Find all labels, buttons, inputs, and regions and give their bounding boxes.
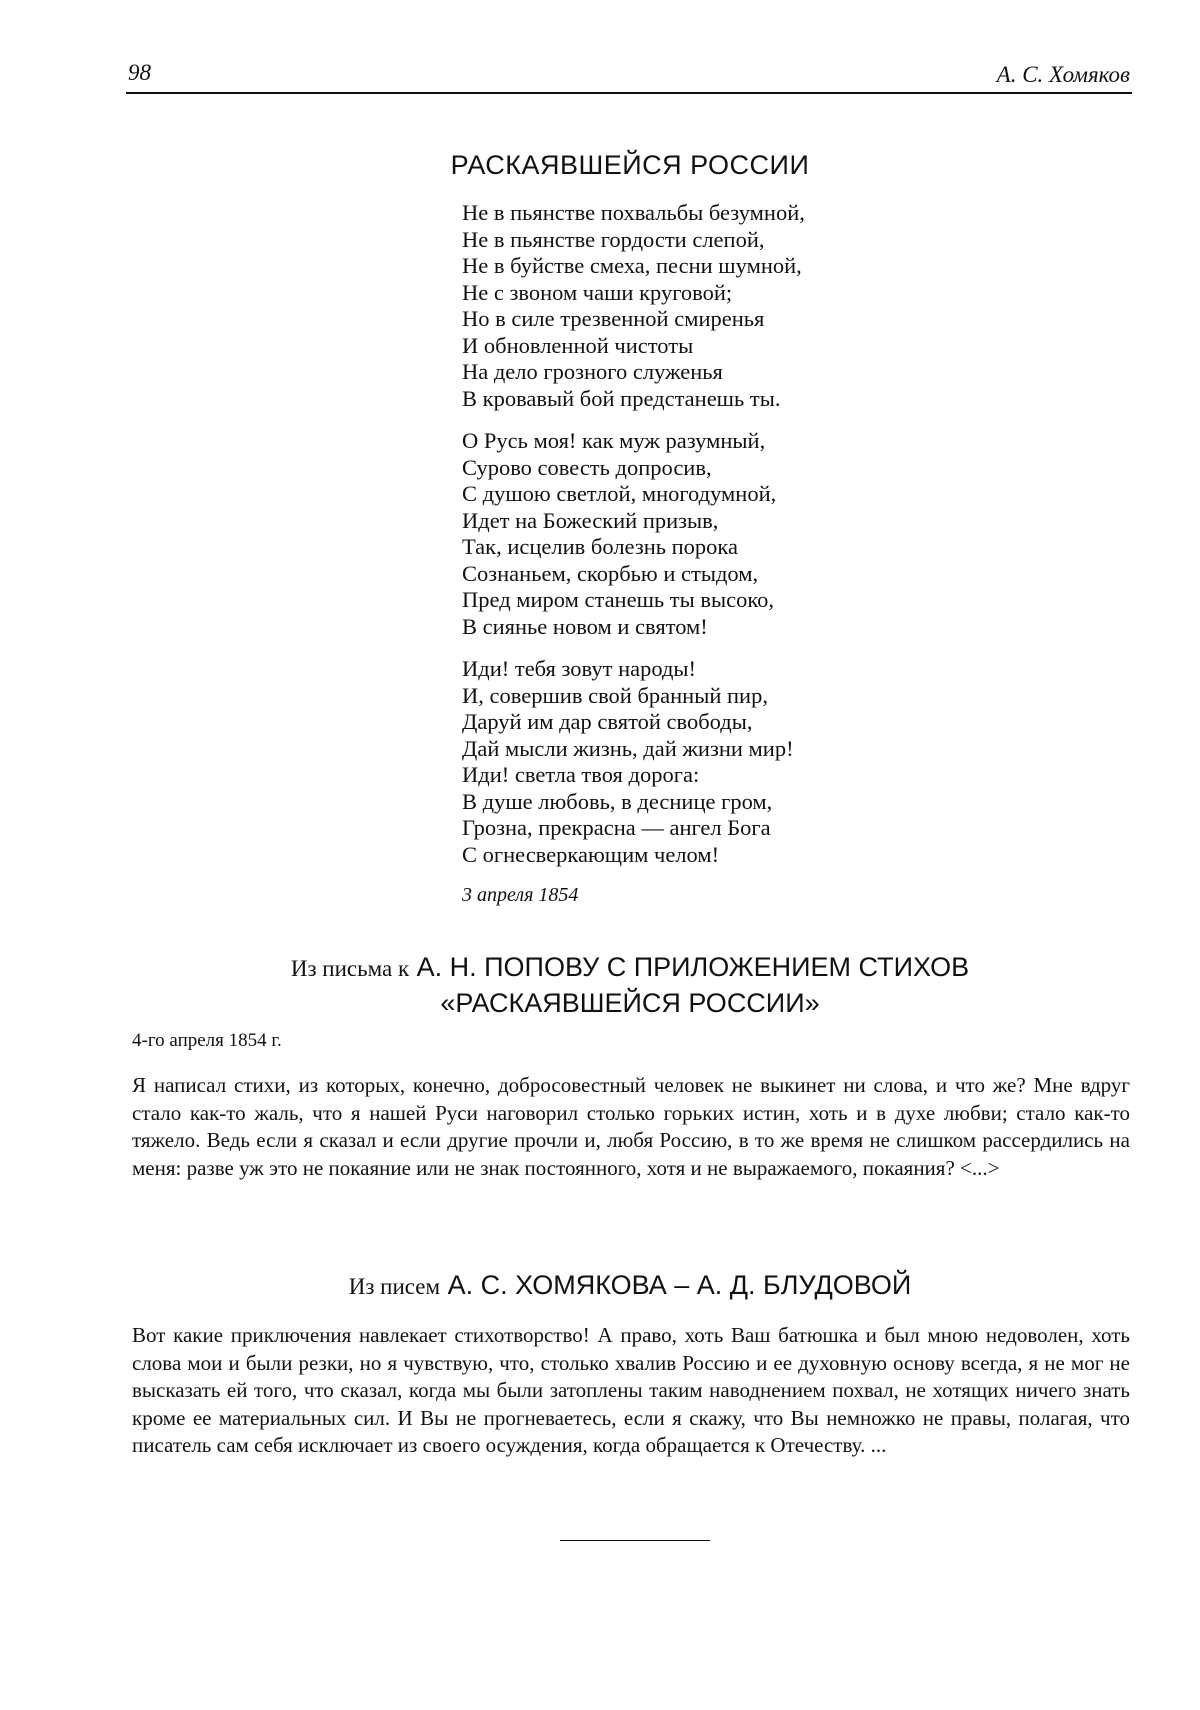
poem-line: Так, исцелив болезнь порока — [462, 534, 738, 559]
running-head — [126, 60, 1132, 94]
poem-line: И, совершив свой бранный пир, — [462, 682, 768, 708]
page-number: 98 — [128, 60, 151, 85]
poem-line: Дай мысли жизнь, дай жизни мир! — [462, 735, 794, 761]
poem-line: Грозна, прекрасна — ангел Бога — [462, 815, 771, 840]
poem-line: Пред миром станешь ты высоко, — [462, 587, 775, 612]
letter2-title — [0, 1268, 1200, 1304]
letter1-date: 4-го апреля 1854 г. — [132, 1030, 282, 1051]
letter1-title-line1: А. Н. ПОПОВУ С ПРИЛОЖЕНИЕМ СТИХОВ — [416, 952, 970, 982]
poem-line: О Русь моя! как муж разумный, — [462, 428, 766, 453]
poem-line: Не в буйстве смеха, песни шумной, — [462, 253, 802, 278]
poem-line: Не в пьянстве похвальбы безумной, — [462, 200, 805, 225]
poem-line: Идет на Божеский призыв, — [462, 507, 719, 533]
poem-date: 3 апреля 1854 — [462, 884, 579, 906]
poem-line: Не в пьянстве гордости слепой, — [462, 226, 765, 252]
poem-line: Не с звоном чаши круговой; — [462, 279, 733, 305]
poem-line: На дело грозного служенья — [462, 359, 723, 384]
poem-line: Сурово совесть допросив, — [462, 454, 712, 480]
running-head-author: А. С. Хомяков — [996, 62, 1130, 87]
poem-title: РАСКАЯВШЕЙСЯ РОССИИ — [450, 150, 810, 180]
letter2-text: Вот какие приключения навлекает стихотворство! А право, хоть Ваш батюшка и был мною недоволен, хоть слова мои и были резки, но я чувствую, что, столько хвалив Россию и ее духовную основу всегда, я не мог не высказать ей того, что сказал, когда мы были затоплены таким наводнением похвал, не хотящих ничего знать кроме ее материальных сил. И Вы не прогневаетесь, если я скажу, что Вы немножко не правы, полагая, что писатель сам себя исключает из своего осуждения, когда обращается к Отечеству. ... — [132, 1323, 1130, 1457]
letter1-title-line2: «РАСКАЯВШЕЙСЯ РОССИИ» — [440, 988, 820, 1018]
letter2-title-prefix: Из писем — [348, 1274, 441, 1299]
poem-stanza-3 — [462, 656, 805, 868]
poem-stanza-2 — [462, 428, 805, 640]
poem-line: Иди! светла твоя дорога: — [462, 762, 700, 787]
poem-line: Даруй им дар святой свободы, — [462, 709, 753, 734]
closing-rule — [560, 1540, 710, 1541]
letter1-title — [0, 950, 1200, 1020]
poem-line: В сиянье новом и святом! — [462, 613, 708, 639]
poem-stanza-1 — [462, 200, 805, 412]
poem-line: И обновленной чистоты — [462, 332, 694, 358]
poem-body — [462, 200, 805, 907]
poem-line: С огнесверкающим челом! — [462, 841, 720, 867]
poem-line: Сознаньем, скорбью и стыдом, — [462, 560, 759, 586]
letter1-title-prefix: Из письма к — [290, 956, 410, 981]
poem-line: С душою светлой, многодумной, — [462, 481, 777, 506]
poem-line: Но в силе трезвенной смиренья — [462, 306, 765, 331]
letter1-text: Я написал стихи, из которых, конечно, добросовестный человек не выкинет ни слова, и что же? Мне вдруг стало как-то жаль, что я нашей Руси наговорил столько горьких истин, хоть и в духе любви; стало как-то тяжело. Ведь если я сказал и если другие прочли и, любя Россию, в то же время не слишком рассердились на меня: разве уж это не покаяние или не знак постоянного, хотя и не выражаемого, покаяния? <...> — [132, 1073, 1130, 1180]
poem-line: В кровавый бой предстанешь ты. — [462, 385, 781, 411]
poem-line: В душе любовь, в деснице гром, — [462, 788, 773, 814]
letter2-title-main: А. С. ХОМЯКОВА – А. Д. БЛУДОВОЙ — [447, 1270, 912, 1300]
poem-line: Иди! тебя зовут народы! — [462, 656, 697, 681]
